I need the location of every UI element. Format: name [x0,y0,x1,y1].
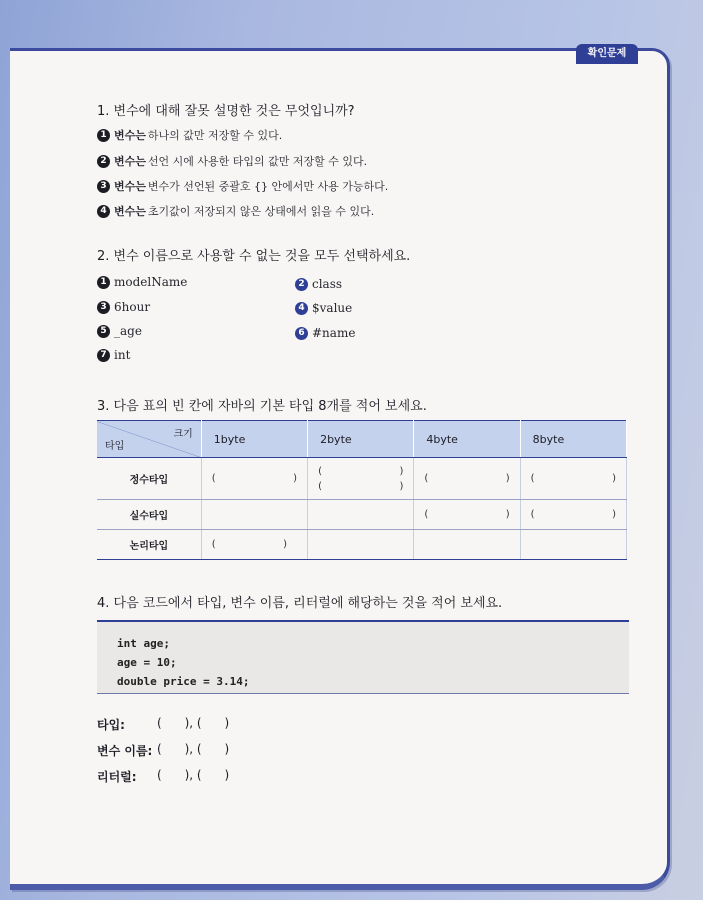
q2-option-1[interactable] [97,275,187,289]
q2-option-5[interactable] [97,324,142,338]
option-text: modelName [114,275,188,289]
corner-size-label: 크기 [173,429,193,440]
option-keyword: 변수는 [114,129,146,142]
number-7-icon: 7 [97,349,110,362]
empty-cell [308,500,414,530]
number-4-icon: 4 [295,302,308,315]
table-row [97,530,627,560]
empty-cell [520,530,626,560]
answer-cell[interactable]: ( ) [520,458,626,500]
code-line: age = 10; [117,656,177,669]
answer-cell[interactable]: ( ) ( ) [308,458,414,500]
option-keyword: 변수는 [114,205,146,218]
option-text: 초기값이 저장되지 않은 상태에서 읽을 수 있다. [147,205,375,218]
answer-cell[interactable]: ( ) [414,500,520,530]
empty-cell [414,530,520,560]
option-text: int [114,348,131,362]
answer-type-row[interactable] [97,716,230,733]
answer-label: 변수 이름: [97,744,153,758]
table-corner-cell [97,421,201,458]
question-3-title: 3. 다음 표의 빈 칸에 자바의 기본 타입 8개를 적어 보세요. [97,399,427,414]
answer-label: 타입: [97,718,125,732]
table-header-row [97,421,627,458]
q1-option-1[interactable] [97,127,282,143]
answer-literal-row[interactable] [97,768,230,785]
table-row [97,500,627,530]
answer-label: 리터럴: [97,770,137,784]
column-header: 1byte [201,421,307,458]
number-2-icon: 2 [295,278,308,291]
q1-option-4[interactable] [97,203,374,219]
column-header: 4byte [414,421,520,458]
option-text: _age [114,324,142,338]
number-1-icon: 1 [97,129,110,142]
row-header: 논리타입 [97,530,201,560]
number-5-icon: 5 [97,325,110,338]
code-line: int age; [117,637,170,650]
option-text: 하나의 값만 저장할 수 있다. [147,129,283,142]
q2-option-3[interactable] [97,300,150,314]
answer-cell[interactable]: ( ) [414,458,520,500]
code-block [97,620,629,694]
row-header: 실수타입 [97,500,201,530]
q1-option-3[interactable] [97,178,388,194]
option-keyword: 변수는 [114,155,146,168]
question-2-title: 2. 변수 이름으로 사용할 수 없는 것을 모두 선택하세요. [97,249,411,264]
q2-option-4[interactable] [295,301,352,315]
question-4-title: 4. 다음 코드에서 타입, 변수 이름, 리터럴에 해당하는 것을 적어 보세요. [97,596,503,611]
option-text: 변수가 선언된 중괄호 {} 안에서만 사용 가능하다. [147,180,389,193]
q2-option-2[interactable] [295,277,342,291]
number-1-icon: 1 [97,276,110,289]
number-2-icon: 2 [97,155,110,168]
row-header: 정수타입 [97,458,201,500]
section-tab: 확인문제 [576,44,638,64]
question-1-title: 1. 변수에 대해 잘못 설명한 것은 무엇입니까? [97,104,355,119]
number-6-icon: 6 [295,327,308,340]
number-3-icon: 3 [97,180,110,193]
answer-cell[interactable]: ( ) [201,458,307,500]
column-header: 2byte [308,421,414,458]
q2-option-7[interactable] [97,348,130,362]
answer-blank[interactable]: ( ), ( ) [157,716,230,730]
table-row [97,458,627,500]
answer-blank[interactable]: ( ), ( ) [157,768,230,782]
option-text: $value [312,301,353,315]
q2-option-6[interactable] [295,326,355,340]
code-line: double price = 3.14; [117,675,250,688]
option-keyword: 변수는 [114,180,146,193]
column-header: 8byte [520,421,626,458]
option-text: 6hour [114,300,151,314]
answer-variable-row[interactable] [97,742,230,759]
option-text: #name [312,326,356,340]
option-text: class [312,277,343,291]
q1-option-2[interactable] [97,153,367,169]
answer-cell[interactable]: ( ) [201,530,307,560]
primitive-types-table [97,420,627,560]
empty-cell [308,530,414,560]
number-3-icon: 3 [97,301,110,314]
corner-type-label: 타입 [105,441,125,452]
option-text: 선언 시에 사용한 타입의 값만 저장할 수 있다. [147,155,368,168]
answer-blank[interactable]: ( ), ( ) [157,742,230,756]
answer-cell[interactable]: ( ) [520,500,626,530]
empty-cell [201,500,307,530]
number-4-icon: 4 [97,205,110,218]
